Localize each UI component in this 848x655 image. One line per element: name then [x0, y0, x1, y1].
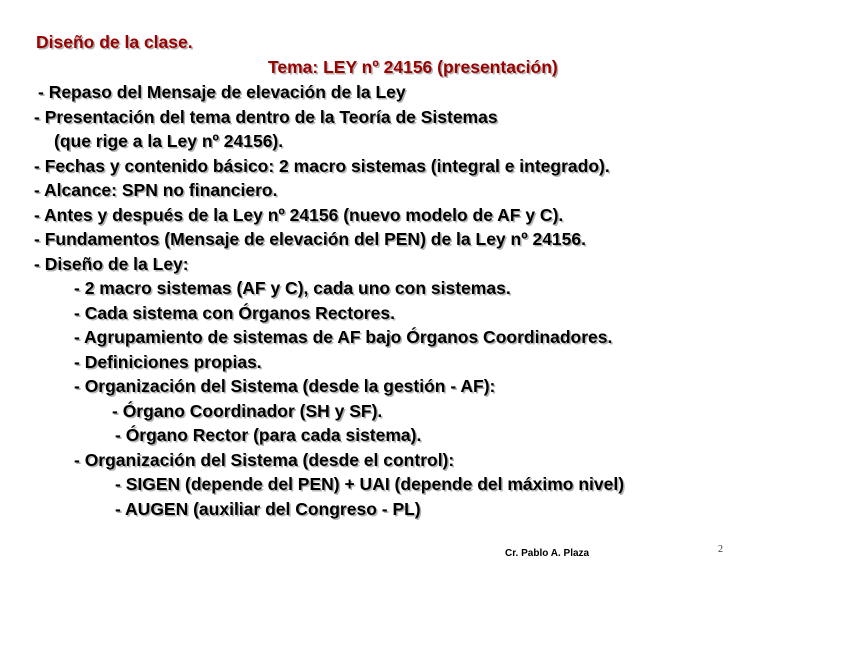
- sub-sub-bullet-line: - Órgano Rector (para cada sistema).: [115, 425, 422, 445]
- bullet-line: - Fechas y contenido básico: 2 macro sistemas (integral e integrado).: [34, 156, 610, 176]
- bullet-line: - Antes y después de la Ley nº 24156 (nuevo modelo de AF y C).: [34, 205, 564, 225]
- bullet-line: - Alcance: SPN no financiero.: [34, 180, 278, 200]
- sub-bullet-line: - Organización del Sistema (desde la gestión - AF):: [74, 376, 496, 396]
- sub-sub-bullet-line: - AUGEN (auxiliar del Congreso - PL): [115, 499, 421, 519]
- sub-bullet-line: - Agrupamiento de sistemas de AF bajo Órganos Coordinadores.: [74, 327, 613, 347]
- bullet-line: - Fundamentos (Mensaje de elevación del PEN) de la Ley nº 24156.: [34, 229, 586, 249]
- bullet-line: - Presentación del tema dentro de la Teoría de Sistemas: [34, 107, 498, 127]
- sub-bullet-line: - Definiciones propias.: [74, 352, 262, 372]
- author-credit: Cr. Pablo A. Plaza: [505, 548, 590, 559]
- slide-topic: Tema: LEY nº 24156 (presentación): [268, 57, 558, 77]
- bullet-line: - Repaso del Mensaje de elevación de la Ley: [38, 82, 406, 102]
- sub-bullet-line: - 2 macro sistemas (AF y C), cada uno con sistemas.: [74, 278, 511, 298]
- bullet-line: (que rige a la Ley nº 24156).: [54, 131, 284, 151]
- sub-bullet-line: - Organización del Sistema (desde el control):: [74, 450, 455, 470]
- sub-sub-bullet-line: - Órgano Coordinador (SH y SF).: [112, 401, 383, 421]
- slide-heading: Diseño de la clase.: [36, 32, 193, 52]
- sub-sub-bullet-line: - SIGEN (depende del PEN) + UAI (depende del máximo nivel): [115, 474, 625, 494]
- sub-bullet-line: - Cada sistema con Órganos Rectores.: [74, 303, 395, 323]
- bullet-line: - Diseño de la Ley:: [34, 254, 189, 274]
- page-number: 2: [718, 544, 723, 555]
